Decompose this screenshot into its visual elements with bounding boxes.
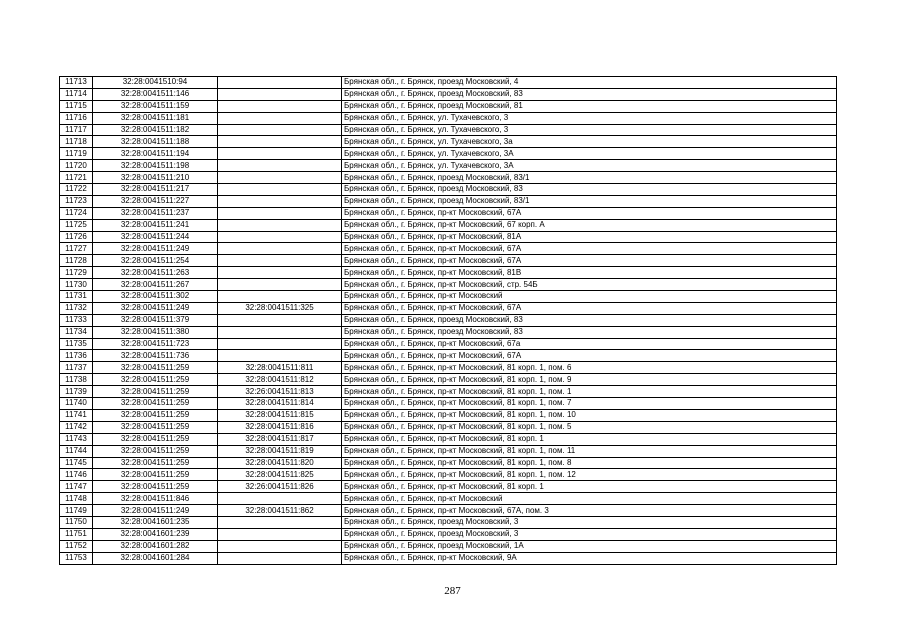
row-number-cell: 11714 xyxy=(60,88,93,100)
sub-cadastral-number-cell xyxy=(218,255,342,267)
address-cell: Брянская обл., г. Брянск, пр-кт Московский, 81А xyxy=(342,231,837,243)
table-row xyxy=(60,481,837,493)
sub-cadastral-number-cell xyxy=(218,338,342,350)
sub-cadastral-number-cell xyxy=(218,528,342,540)
cadastral-number-cell: 32:28:0041511:259 xyxy=(93,409,218,421)
address-cell: Брянская обл., г. Брянск, проезд Московский, 3 xyxy=(342,528,837,540)
cadastral-number-cell: 32:28:0041511:188 xyxy=(93,136,218,148)
sub-cadastral-number-cell xyxy=(218,172,342,184)
sub-cadastral-number-cell xyxy=(218,326,342,338)
cadastral-number-cell: 32:28:0041511:198 xyxy=(93,160,218,172)
row-number-cell: 11751 xyxy=(60,528,93,540)
table-row xyxy=(60,88,837,100)
table-row xyxy=(60,279,837,291)
table-row xyxy=(60,112,837,124)
page-number: 287 xyxy=(444,585,461,597)
table-row xyxy=(60,433,837,445)
sub-cadastral-number-cell: 32:28:0041511:814 xyxy=(218,398,342,410)
table-row xyxy=(60,552,837,564)
address-cell: Брянская обл., г. Брянск, пр-кт Московский, 67А xyxy=(342,302,837,314)
cadastral-number-cell: 32:28:0041601:239 xyxy=(93,528,218,540)
row-number-cell: 11753 xyxy=(60,552,93,564)
address-cell: Брянская обл., г. Брянск, проезд Московский, 83/1 xyxy=(342,195,837,207)
row-number-cell: 11733 xyxy=(60,314,93,326)
cadastral-number-cell: 32:28:0041511:380 xyxy=(93,326,218,338)
sub-cadastral-number-cell xyxy=(218,148,342,160)
table-row xyxy=(60,493,837,505)
address-cell: Брянская обл., г. Брянск, пр-кт Московский xyxy=(342,291,837,303)
sub-cadastral-number-cell: 32:28:0041511:825 xyxy=(218,469,342,481)
sub-cadastral-number-cell xyxy=(218,552,342,564)
row-number-cell: 11752 xyxy=(60,540,93,552)
table-row xyxy=(60,457,837,469)
row-number-cell: 11718 xyxy=(60,136,93,148)
table-row xyxy=(60,350,837,362)
row-number-cell: 11720 xyxy=(60,160,93,172)
cadastral-number-cell: 32:28:0041511:259 xyxy=(93,398,218,410)
sub-cadastral-number-cell: 32:28:0041511:325 xyxy=(218,302,342,314)
address-cell: Брянская обл., г. Брянск, проезд Московский, 83 xyxy=(342,326,837,338)
cadastral-number-cell: 32:28:0041511:259 xyxy=(93,362,218,374)
row-number-cell: 11746 xyxy=(60,469,93,481)
table-row xyxy=(60,326,837,338)
address-cell: Брянская обл., г. Брянск, пр-кт Московский, 81 корп. 1, пом. 8 xyxy=(342,457,837,469)
table-row xyxy=(60,195,837,207)
row-number-cell: 11726 xyxy=(60,231,93,243)
address-cell: Брянская обл., г. Брянск, ул. Тухачевского, 3а xyxy=(342,136,837,148)
table-row xyxy=(60,528,837,540)
row-number-cell: 11713 xyxy=(60,77,93,89)
sub-cadastral-number-cell xyxy=(218,291,342,303)
cadastral-number-cell: 32:28:0041601:235 xyxy=(93,516,218,528)
row-number-cell: 11745 xyxy=(60,457,93,469)
table-row xyxy=(60,184,837,196)
row-number-cell: 11721 xyxy=(60,172,93,184)
row-number-cell: 11738 xyxy=(60,374,93,386)
row-number-cell: 11734 xyxy=(60,326,93,338)
sub-cadastral-number-cell xyxy=(218,184,342,196)
row-number-cell: 11719 xyxy=(60,148,93,160)
cadastral-number-cell: 32:28:0041511:182 xyxy=(93,124,218,136)
address-cell: Брянская обл., г. Брянск, пр-кт Московский, стр. 54Б xyxy=(342,279,837,291)
cadastral-number-cell: 32:28:0041511:254 xyxy=(93,255,218,267)
sub-cadastral-number-cell: 32:26:0041511:813 xyxy=(218,386,342,398)
table-row xyxy=(60,445,837,457)
table-row xyxy=(60,374,837,386)
sub-cadastral-number-cell: 32:28:0041511:815 xyxy=(218,409,342,421)
address-cell: Брянская обл., г. Брянск, пр-кт Московский, 81В xyxy=(342,267,837,279)
sub-cadastral-number-cell: 32:28:0041511:816 xyxy=(218,421,342,433)
address-cell: Брянская обл., г. Брянск, ул. Тухачевского, 3А xyxy=(342,148,837,160)
table-row xyxy=(60,409,837,421)
cadastral-number-cell: 32:28:0041511:227 xyxy=(93,195,218,207)
row-number-cell: 11739 xyxy=(60,386,93,398)
sub-cadastral-number-cell: 32:28:0041511:817 xyxy=(218,433,342,445)
sub-cadastral-number-cell xyxy=(218,195,342,207)
sub-cadastral-number-cell xyxy=(218,279,342,291)
cadastral-number-cell: 32:28:0041511:217 xyxy=(93,184,218,196)
address-cell: Брянская обл., г. Брянск, проезд Московский, 83 xyxy=(342,88,837,100)
address-cell: Брянская обл., г. Брянск, пр-кт Московский, 81 корп. 1 xyxy=(342,481,837,493)
table-row xyxy=(60,421,837,433)
sub-cadastral-number-cell xyxy=(218,100,342,112)
sub-cadastral-number-cell: 32:28:0041511:820 xyxy=(218,457,342,469)
sub-cadastral-number-cell: 32:26:0041511:826 xyxy=(218,481,342,493)
cadastral-number-cell: 32:28:0041511:237 xyxy=(93,207,218,219)
address-cell: Брянская обл., г. Брянск, пр-кт Московский, 81 корп. 1, пом. 6 xyxy=(342,362,837,374)
table-row xyxy=(60,314,837,326)
cadastral-number-cell: 32:28:0041511:241 xyxy=(93,219,218,231)
row-number-cell: 11727 xyxy=(60,243,93,255)
row-number-cell: 11715 xyxy=(60,100,93,112)
address-cell: Брянская обл., г. Брянск, пр-кт Московский, 67А, пом. 3 xyxy=(342,505,837,517)
registry-table xyxy=(59,76,837,565)
table-row xyxy=(60,516,837,528)
table-row xyxy=(60,100,837,112)
sub-cadastral-number-cell xyxy=(218,493,342,505)
cadastral-number-cell: 32:28:0041601:282 xyxy=(93,540,218,552)
sub-cadastral-number-cell xyxy=(218,314,342,326)
sub-cadastral-number-cell: 32:28:0041511:862 xyxy=(218,505,342,517)
registry-table-body xyxy=(60,77,837,565)
address-cell: Брянская обл., г. Брянск, проезд Московский, 83 xyxy=(342,184,837,196)
table-row xyxy=(60,255,837,267)
cadastral-number-cell: 32:28:0041511:846 xyxy=(93,493,218,505)
address-cell: Брянская обл., г. Брянск, пр-кт Московский, 9А xyxy=(342,552,837,564)
sub-cadastral-number-cell xyxy=(218,219,342,231)
table-row xyxy=(60,386,837,398)
sub-cadastral-number-cell: 32:28:0041511:819 xyxy=(218,445,342,457)
sub-cadastral-number-cell xyxy=(218,77,342,89)
cadastral-number-cell: 32:28:0041511:249 xyxy=(93,243,218,255)
cadastral-number-cell: 32:28:0041511:723 xyxy=(93,338,218,350)
cadastral-number-cell: 32:28:0041511:194 xyxy=(93,148,218,160)
table-row xyxy=(60,243,837,255)
address-cell: Брянская обл., г. Брянск, проезд Московский, 83 xyxy=(342,314,837,326)
sub-cadastral-number-cell xyxy=(218,267,342,279)
address-cell: Брянская обл., г. Брянск, проезд Московский, 83/1 xyxy=(342,172,837,184)
cadastral-number-cell: 32:28:0041511:249 xyxy=(93,302,218,314)
row-number-cell: 11730 xyxy=(60,279,93,291)
row-number-cell: 11747 xyxy=(60,481,93,493)
row-number-cell: 11743 xyxy=(60,433,93,445)
address-cell: Брянская обл., г. Брянск, пр-кт Московский, 81 корп. 1, пом. 5 xyxy=(342,421,837,433)
table-row xyxy=(60,172,837,184)
address-cell: Брянская обл., г. Брянск, пр-кт Московский, 67а xyxy=(342,338,837,350)
row-number-cell: 11750 xyxy=(60,516,93,528)
address-cell: Брянская обл., г. Брянск, проезд Московский, 81 xyxy=(342,100,837,112)
address-cell: Брянская обл., г. Брянск, пр-кт Московский, 81 корп. 1, пом. 9 xyxy=(342,374,837,386)
sub-cadastral-number-cell: 32:28:0041511:812 xyxy=(218,374,342,386)
cadastral-number-cell: 32:28:0041511:263 xyxy=(93,267,218,279)
row-number-cell: 11717 xyxy=(60,124,93,136)
address-cell: Брянская обл., г. Брянск, пр-кт Московский, 81 корп. 1, пом. 11 xyxy=(342,445,837,457)
row-number-cell: 11749 xyxy=(60,505,93,517)
cadastral-number-cell: 32:28:0041511:181 xyxy=(93,112,218,124)
row-number-cell: 11741 xyxy=(60,409,93,421)
row-number-cell: 11724 xyxy=(60,207,93,219)
address-cell: Брянская обл., г. Брянск, проезд Московский, 3 xyxy=(342,516,837,528)
cadastral-number-cell: 32:28:0041511:249 xyxy=(93,505,218,517)
table-row xyxy=(60,77,837,89)
table-row xyxy=(60,136,837,148)
table-row xyxy=(60,291,837,303)
cadastral-number-cell: 32:28:0041511:210 xyxy=(93,172,218,184)
row-number-cell: 11728 xyxy=(60,255,93,267)
table-row xyxy=(60,302,837,314)
row-number-cell: 11748 xyxy=(60,493,93,505)
cadastral-number-cell: 32:28:0041511:267 xyxy=(93,279,218,291)
address-cell: Брянская обл., г. Брянск, пр-кт Московский, 67А xyxy=(342,255,837,267)
sub-cadastral-number-cell xyxy=(218,516,342,528)
address-cell: Брянская обл., г. Брянск, проезд Московский, 1А xyxy=(342,540,837,552)
table-row xyxy=(60,267,837,279)
cadastral-number-cell: 32:28:0041510:94 xyxy=(93,77,218,89)
cadastral-number-cell: 32:28:0041511:259 xyxy=(93,374,218,386)
cadastral-number-cell: 32:28:0041511:259 xyxy=(93,457,218,469)
address-cell: Брянская обл., г. Брянск, ул. Тухачевского, 3 xyxy=(342,112,837,124)
cadastral-number-cell: 32:28:0041511:259 xyxy=(93,481,218,493)
row-number-cell: 11723 xyxy=(60,195,93,207)
cadastral-number-cell: 32:28:0041511:259 xyxy=(93,433,218,445)
cadastral-number-cell: 32:28:0041601:284 xyxy=(93,552,218,564)
table-row xyxy=(60,207,837,219)
address-cell: Брянская обл., г. Брянск, пр-кт Московский xyxy=(342,493,837,505)
row-number-cell: 11732 xyxy=(60,302,93,314)
address-cell: Брянская обл., г. Брянск, ул. Тухачевского, 3 xyxy=(342,124,837,136)
row-number-cell: 11725 xyxy=(60,219,93,231)
sub-cadastral-number-cell xyxy=(218,112,342,124)
cadastral-number-cell: 32:28:0041511:379 xyxy=(93,314,218,326)
cadastral-number-cell: 32:28:0041511:259 xyxy=(93,421,218,433)
row-number-cell: 11716 xyxy=(60,112,93,124)
address-cell: Брянская обл., г. Брянск, пр-кт Московский, 81 корп. 1 xyxy=(342,433,837,445)
table-row xyxy=(60,398,837,410)
sub-cadastral-number-cell: 32:28:0041511:811 xyxy=(218,362,342,374)
row-number-cell: 11729 xyxy=(60,267,93,279)
row-number-cell: 11731 xyxy=(60,291,93,303)
address-cell: Брянская обл., г. Брянск, пр-кт Московский, 81 корп. 1, пом. 10 xyxy=(342,409,837,421)
sub-cadastral-number-cell xyxy=(218,124,342,136)
sub-cadastral-number-cell xyxy=(218,350,342,362)
row-number-cell: 11740 xyxy=(60,398,93,410)
table-row xyxy=(60,148,837,160)
sub-cadastral-number-cell xyxy=(218,540,342,552)
row-number-cell: 11744 xyxy=(60,445,93,457)
cadastral-number-cell: 32:28:0041511:146 xyxy=(93,88,218,100)
sub-cadastral-number-cell xyxy=(218,243,342,255)
address-cell: Брянская обл., г. Брянск, пр-кт Московский, 81 корп. 1, пом. 7 xyxy=(342,398,837,410)
cadastral-number-cell: 32:28:0041511:259 xyxy=(93,445,218,457)
cadastral-number-cell: 32:28:0041511:159 xyxy=(93,100,218,112)
cadastral-number-cell: 32:28:0041511:302 xyxy=(93,291,218,303)
address-cell: Брянская обл., г. Брянск, пр-кт Московский, 67А xyxy=(342,350,837,362)
address-cell: Брянская обл., г. Брянск, пр-кт Московский, 67А xyxy=(342,207,837,219)
table-row xyxy=(60,505,837,517)
sub-cadastral-number-cell xyxy=(218,160,342,172)
table-row xyxy=(60,160,837,172)
address-cell: Брянская обл., г. Брянск, пр-кт Московский, 81 корп. 1, пом. 1 xyxy=(342,386,837,398)
table-row xyxy=(60,231,837,243)
address-cell: Брянская обл., г. Брянск, пр-кт Московский, 81 корп. 1, пом. 12 xyxy=(342,469,837,481)
cadastral-number-cell: 32:28:0041511:259 xyxy=(93,386,218,398)
cadastral-number-cell: 32:28:0041511:736 xyxy=(93,350,218,362)
sub-cadastral-number-cell xyxy=(218,207,342,219)
row-number-cell: 11742 xyxy=(60,421,93,433)
table-row xyxy=(60,540,837,552)
address-cell: Брянская обл., г. Брянск, проезд Московский, 4 xyxy=(342,77,837,89)
row-number-cell: 11735 xyxy=(60,338,93,350)
row-number-cell: 11737 xyxy=(60,362,93,374)
table-row xyxy=(60,124,837,136)
cadastral-number-cell: 32:28:0041511:259 xyxy=(93,469,218,481)
address-cell: Брянская обл., г. Брянск, ул. Тухачевского, 3А xyxy=(342,160,837,172)
address-cell: Брянская обл., г. Брянск, пр-кт Московский, 67 корп. А xyxy=(342,219,837,231)
address-cell: Брянская обл., г. Брянск, пр-кт Московский, 67А xyxy=(342,243,837,255)
cadastral-number-cell: 32:28:0041511:244 xyxy=(93,231,218,243)
sub-cadastral-number-cell xyxy=(218,136,342,148)
sub-cadastral-number-cell xyxy=(218,231,342,243)
sub-cadastral-number-cell xyxy=(218,88,342,100)
row-number-cell: 11722 xyxy=(60,184,93,196)
table-row xyxy=(60,469,837,481)
row-number-cell: 11736 xyxy=(60,350,93,362)
table-row xyxy=(60,362,837,374)
table-row xyxy=(60,219,837,231)
table-row xyxy=(60,338,837,350)
